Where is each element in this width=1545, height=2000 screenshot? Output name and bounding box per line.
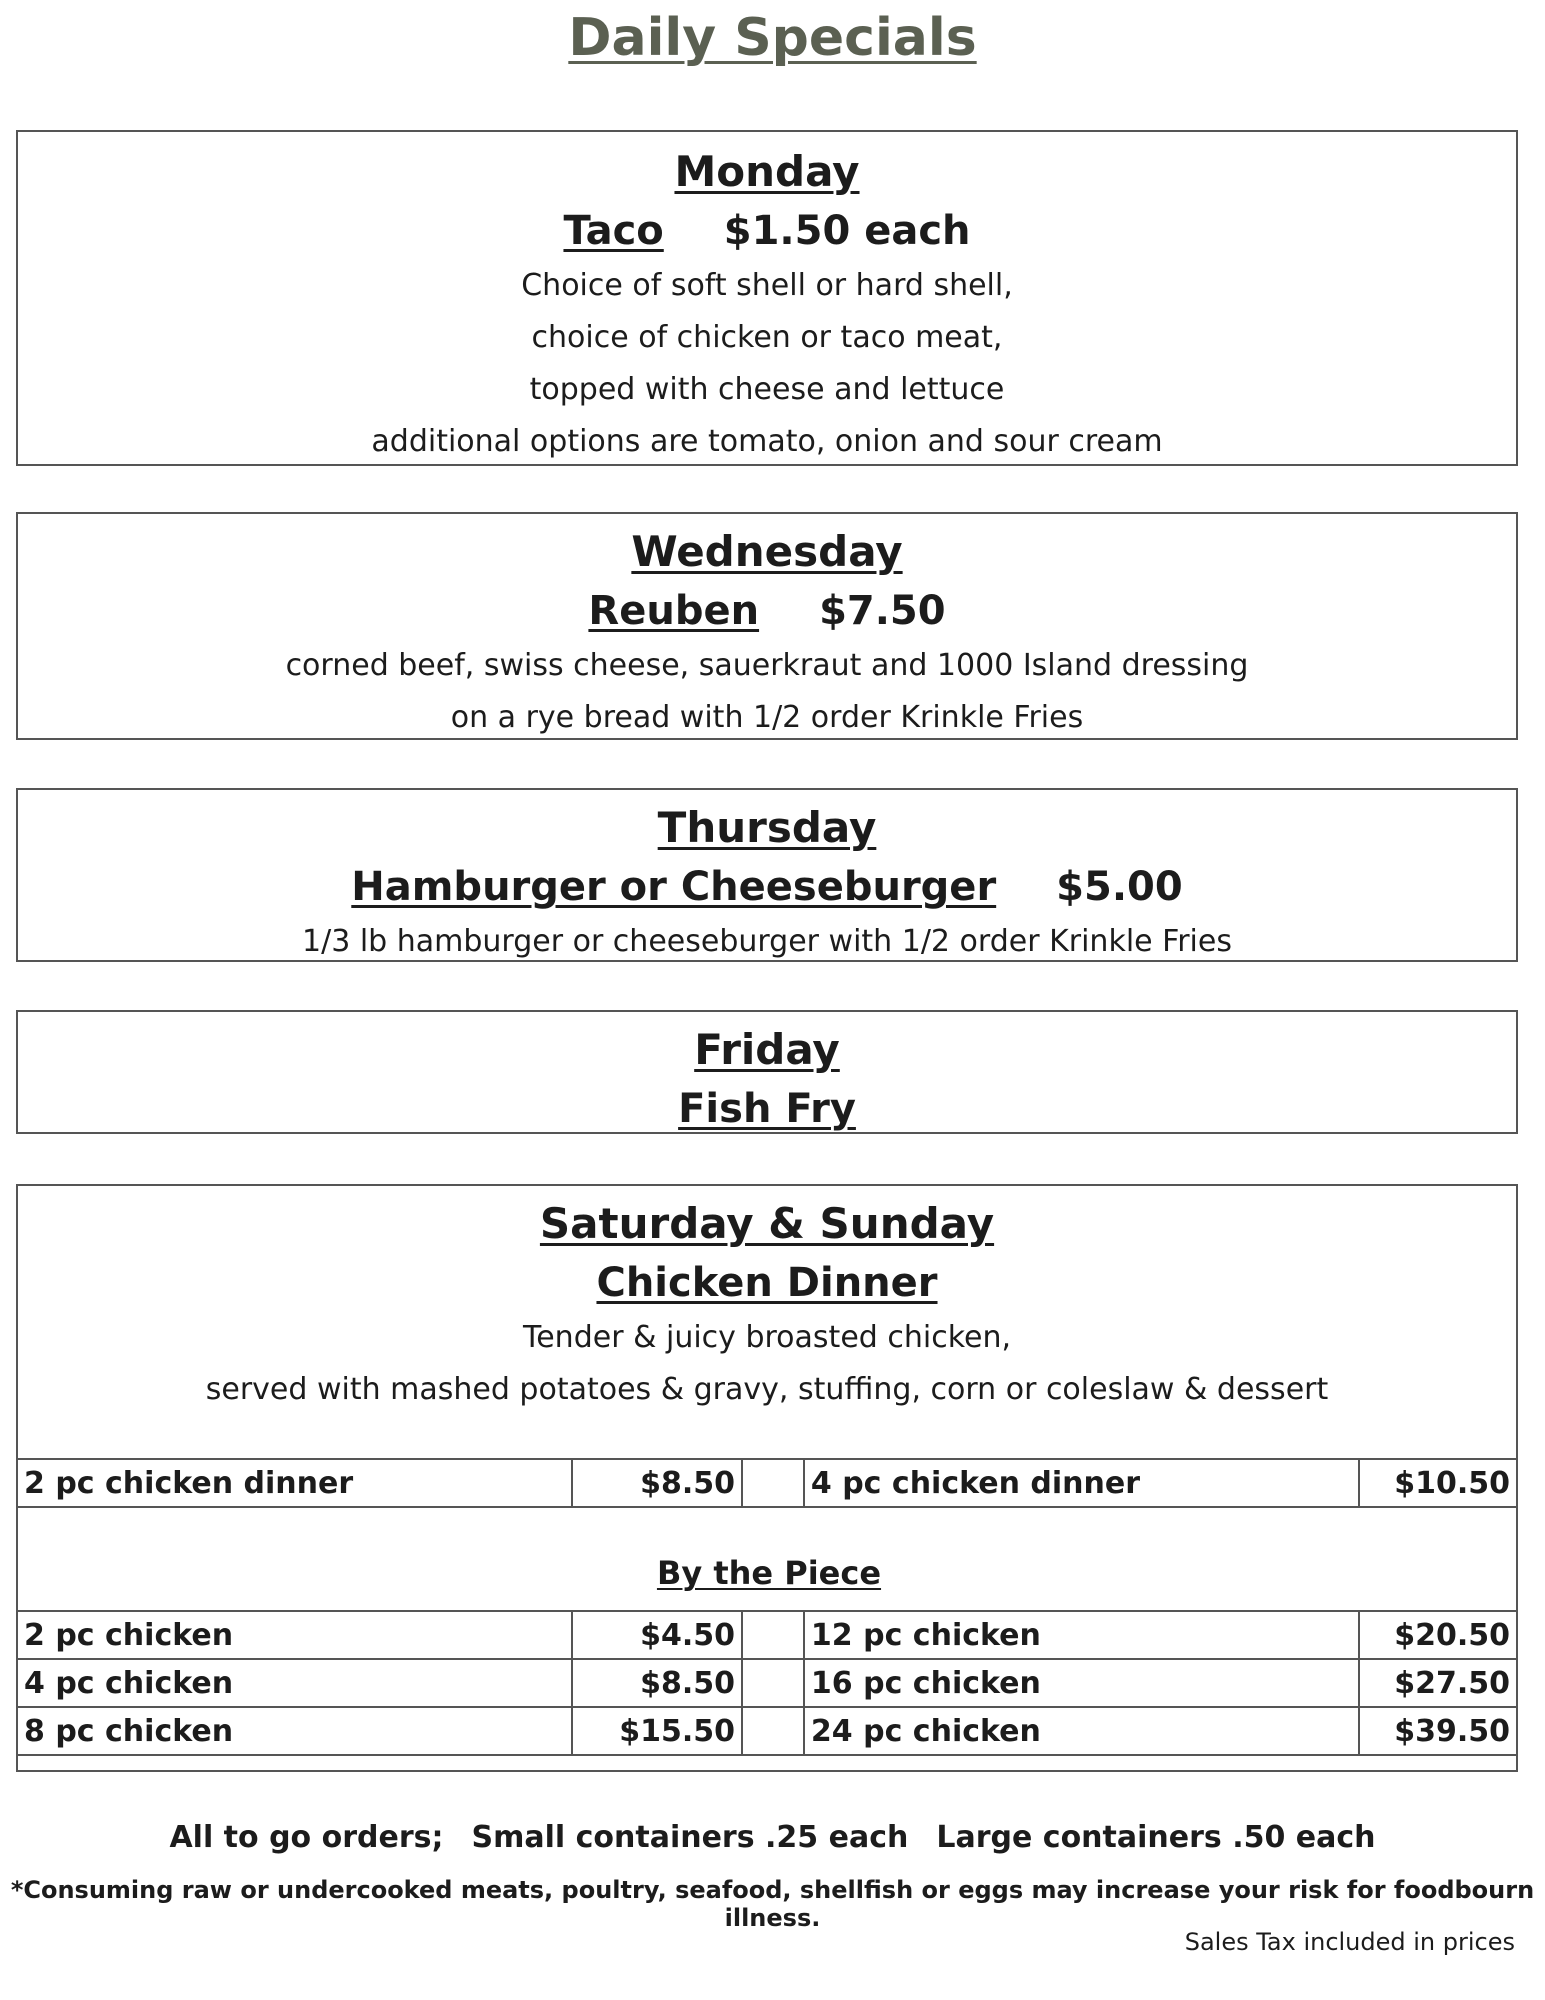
item-name: Taco [563, 208, 664, 254]
item-label: 2 pc chicken dinner [17, 1459, 572, 1507]
to-go-note [0, 1820, 1545, 1855]
item-label: 16 pc chicken [804, 1659, 1359, 1707]
item-label: 8 pc chicken [17, 1707, 572, 1755]
item-label: 4 pc chicken dinner [804, 1459, 1359, 1507]
special-item [18, 1080, 1516, 1138]
item-price: $10.50 [1359, 1459, 1517, 1507]
spacer-cell [742, 1459, 804, 1507]
friday-special [16, 1010, 1518, 1134]
food-safety-warning: *Consuming raw or undercooked meats, poultry, seafood, shellfish or eggs may increase your risk for foodbourn illness. [10, 1876, 1535, 1932]
description-line: corned beef, swiss cheese, sauerkraut and 1000 Island dressing [285, 648, 1249, 683]
table-row [17, 1707, 1517, 1755]
day-heading: Monday [674, 147, 860, 196]
day-heading: Friday [694, 1025, 840, 1074]
item-name: Fish Fry [678, 1086, 856, 1132]
description-line: on a rye bread with 1/2 order Krinkle Fries [450, 700, 1084, 735]
special-item [18, 858, 1516, 916]
item-name: Reuben [588, 588, 760, 634]
item-price: $5.00 [1056, 864, 1183, 910]
item-price: $39.50 [1359, 1707, 1517, 1755]
spacer-cell [742, 1611, 804, 1659]
monday-special [16, 130, 1518, 466]
special-item [18, 582, 1516, 640]
spacer-cell [742, 1659, 804, 1707]
item-name: Chicken Dinner [596, 1260, 938, 1306]
description-line: served with mashed potatoes & gravy, stuffing, corn or coleslaw & dessert [205, 1372, 1329, 1407]
item-label: 24 pc chicken [804, 1707, 1359, 1755]
item-price: $1.50 each [723, 208, 971, 254]
item-name: Hamburger or Cheeseburger [351, 864, 997, 910]
weekend-special [16, 1184, 1518, 1772]
item-price: $4.50 [572, 1611, 742, 1659]
item-price: $15.50 [572, 1707, 742, 1755]
day-heading: Thursday [657, 803, 877, 852]
description-line: additional options are tomato, onion and sour cream [371, 424, 1163, 459]
wednesday-special [16, 512, 1518, 740]
item-price: $20.50 [1359, 1611, 1517, 1659]
item-price: $7.50 [819, 588, 946, 634]
table-row [17, 1659, 1517, 1707]
table-row [17, 1611, 1517, 1659]
item-price: $27.50 [1359, 1659, 1517, 1707]
item-label: 4 pc chicken [17, 1659, 572, 1707]
tax-note: Sales Tax included in prices [1184, 1928, 1515, 1956]
item-label: 2 pc chicken [17, 1611, 572, 1659]
page-title: Daily Specials [568, 8, 977, 68]
description-line: Choice of soft shell or hard shell, [521, 268, 1013, 303]
description-line: choice of chicken or taco meat, [531, 320, 1003, 355]
day-heading: Wednesday [631, 527, 903, 576]
description-line: topped with cheese and lettuce [529, 372, 1005, 407]
spacer-cell [742, 1707, 804, 1755]
description-line: 1/3 lb hamburger or cheeseburger with 1/2 order Krinkle Fries [302, 924, 1232, 959]
special-item [18, 202, 1516, 260]
dinner-price-table [16, 1458, 1518, 1508]
large-containers: Large containers .50 each [936, 1820, 1376, 1855]
item-price: $8.50 [572, 1659, 742, 1707]
item-label: 12 pc chicken [804, 1611, 1359, 1659]
item-price: $8.50 [572, 1459, 742, 1507]
special-item [18, 1254, 1516, 1312]
piece-price-table [16, 1610, 1518, 1756]
description-line: Tender & juicy broasted chicken, [523, 1320, 1011, 1355]
by-the-piece-heading: By the Piece [656, 1554, 882, 1592]
to-go-label: All to go orders; [169, 1820, 444, 1855]
day-heading: Saturday & Sunday [539, 1199, 995, 1248]
small-containers: Small containers .25 each [471, 1820, 909, 1855]
table-row [17, 1459, 1517, 1507]
thursday-special [16, 788, 1518, 962]
